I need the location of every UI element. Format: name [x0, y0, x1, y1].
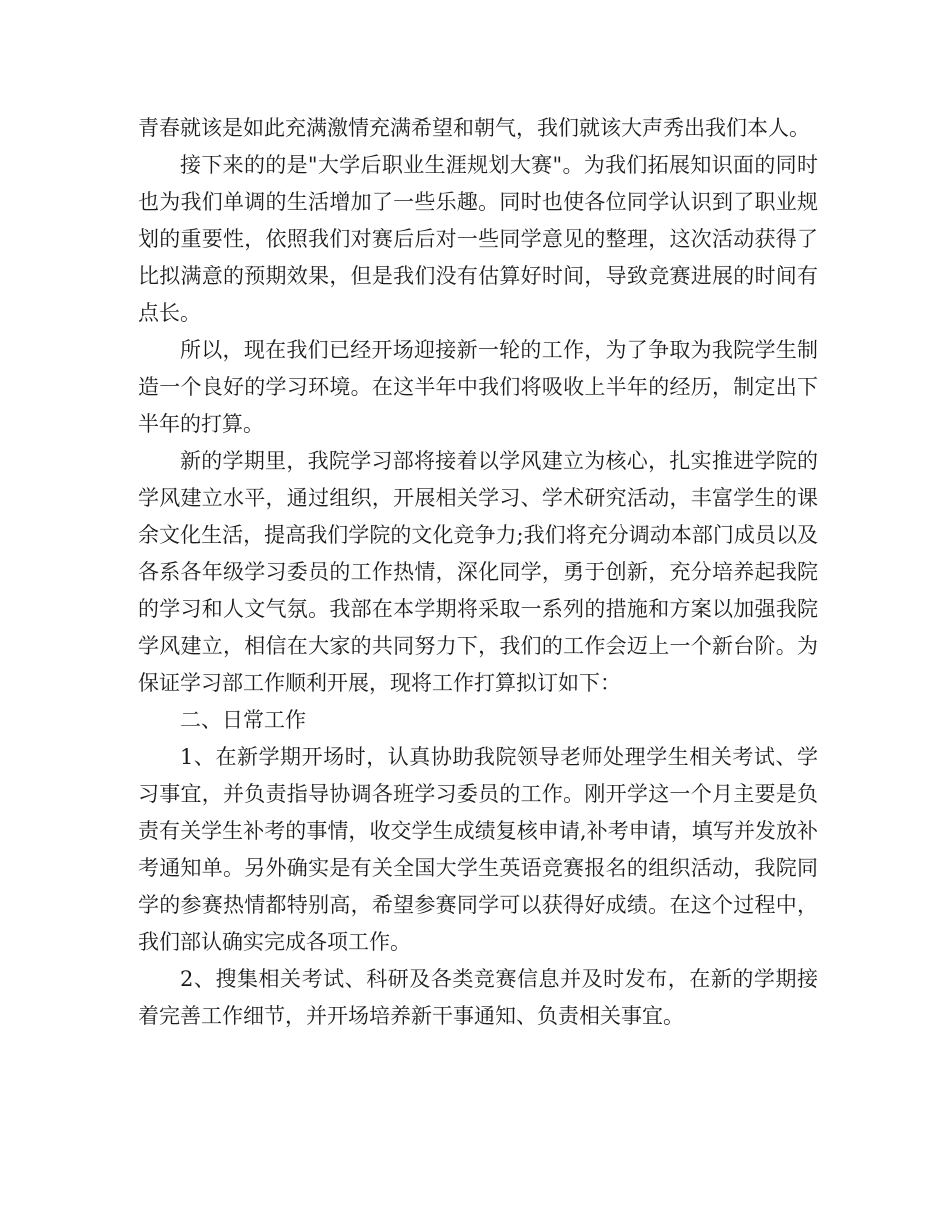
paragraph-career-contest: 接下来的的是"大学后职业生涯规划大赛"。为我们拓展知识面的同时也为我们单调的生活增加了一些乐趣。同时也使各位同学认识到了职业规划的重要性，依照我们对赛后后对一些同学意见的整理，这次活动获得了比拟满意的预期效果，但是我们没有估算好时间，导致竞赛进展的时间有点长。	[138, 153, 818, 325]
section-heading-daily-work: 二、日常工作	[180, 708, 306, 732]
paragraph-intro: 青春就该是如此充满激情充满希望和朝气，我们就该大声秀出我们本人。	[138, 116, 810, 140]
paragraph-new-round: 所以，现在我们已经开场迎接新一轮的工作，为了争取为我院学生制造一个良好的学习环境。在这半年中我们将吸收上半年的经历，制定出下半年的打算。	[138, 338, 818, 436]
paragraph-new-semester: 新的学期里，我院学习部将接着以学风建立为核心，扎实推进学院的学风建立水平，通过组织，开展相关学习、学术研究活动，丰富学生的课余文化生活，提高我们学院的文化竞争力;我们将充分调动本部门成员以及各系各年级学习委员的工作热情，深化同学，勇于创新，充分培养起我院的学习和人文气氛。我部在本学期将采取一系列的措施和方案以加强我院学风建立，相信在大家的共同努力下，我们的工作会迈上一个新台阶。为保证学习部工作顺利开展，现将工作打算拟订如下：	[138, 449, 818, 695]
document-body	[138, 110, 818, 1035]
paragraph-item-2: 2、搜集相关考试、科研及各类竞赛信息并及时发布，在新的学期接着完善工作细节，并开场培养新干事通知、负责相关事宜。	[138, 967, 818, 1028]
paragraph-item-1: 1、在新学期开场时，认真协助我院领导老师处理学生相关考试、学习事宜，并负责指导协调各班学习委员的工作。刚开学这一个月主要是负责有关学生补考的事情，收交学生成绩复核申请,补考申请，填写并发放补考通知单。另外确实是有关全国大学生英语竞赛报名的组织活动，我院同学的参赛热情都特别高，希望参赛同学可以获得好成绩。在这个过程中，我们部认确实完成各项工作。	[138, 745, 818, 954]
